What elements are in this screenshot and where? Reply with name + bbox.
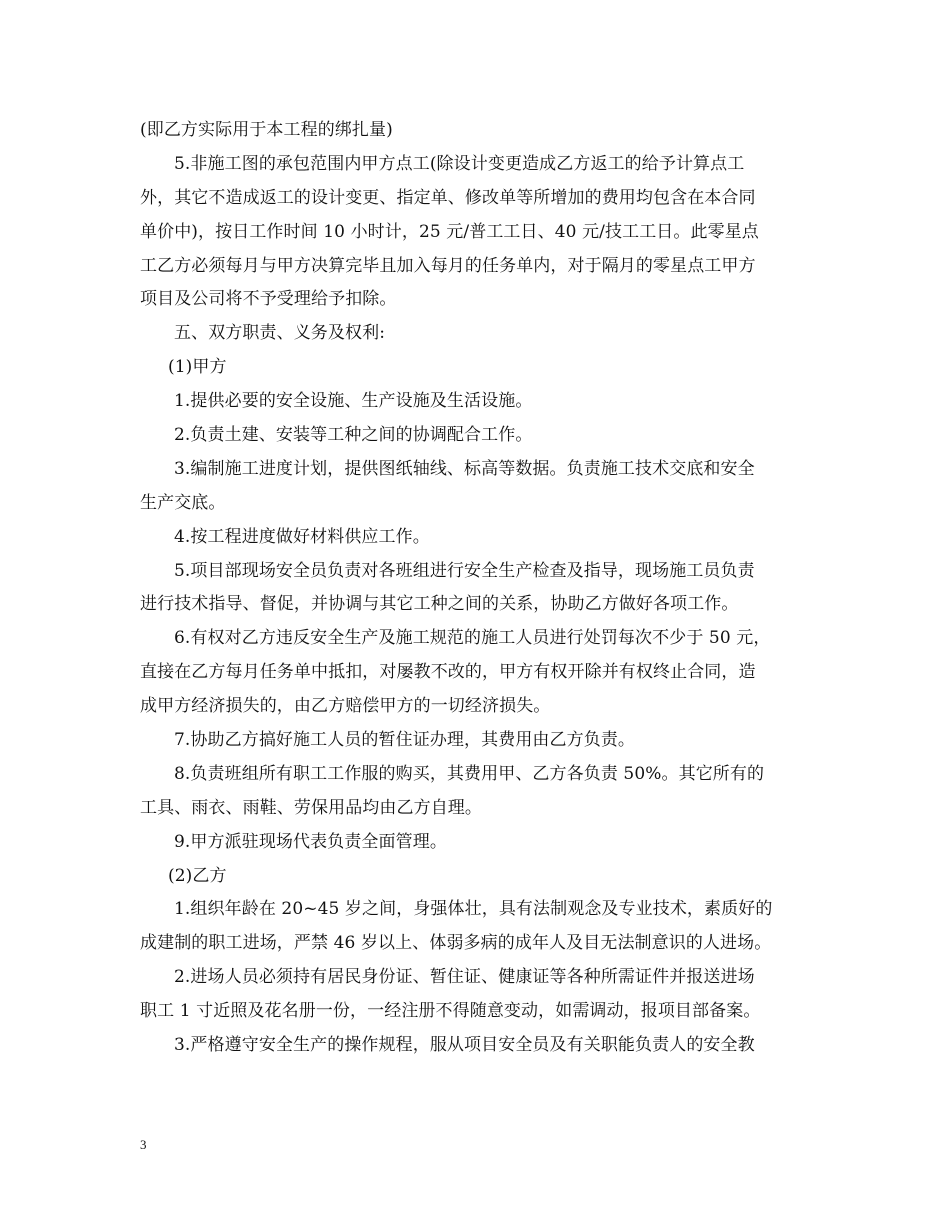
text-line: 成建制的职工进场，严禁 46 岁以上、体弱多病的成年人及目无法制意识的人进场。 (140, 933, 772, 954)
text-line: 3.编制施工进度计划，提供图纸轴线、标高等数据。负责施工技术交底和安全 (174, 458, 755, 479)
text-line: 进行技术指导、督促，并协调与其它工种之间的关系，协助乙方做好各项工作。 (140, 594, 739, 615)
document-body (140, 114, 818, 1063)
text-line: 8.负责班组所有职工工作服的购买，其费用甲、乙方各负责 50%。其它所有的 (174, 763, 765, 784)
text-line: 成甲方经济损失的，由乙方赔偿甲方的一切经济损失。 (140, 696, 551, 717)
text-line: 5.非施工图的承包范围内甲方点工(除设计变更造成乙方返工的给予计算点工 (174, 153, 745, 174)
text-line: 1.提供必要的安全设施、生产设施及生活设施。 (174, 391, 533, 412)
text-line: 工具、雨衣、雨鞋、劳保用品均由乙方自理。 (140, 797, 482, 818)
text-line: (即乙方实际用于本工程的绑扎量) (140, 120, 393, 140)
subsection-heading: (2)乙方 (168, 865, 227, 886)
text-line: 生产交底。 (140, 492, 226, 513)
subsection-heading: (1)甲方 (168, 357, 227, 378)
text-line: 直接在乙方每月任务单中抵扣，对屡教不改的，甲方有权开除并有权终止合同，造 (140, 662, 756, 683)
text-line: 7.协助乙方搞好施工人员的暂住证办理，其费用由乙方负责。 (174, 730, 636, 751)
text-line: 2.负责土建、安装等工种之间的协调配合工作。 (174, 425, 533, 446)
text-line: 职工 1 寸近照及花名册一份，一经注册不得随意变动，如需调动，报项目部备案。 (140, 1001, 761, 1022)
text-line: 6.有权对乙方违反安全生产及施工规范的施工人员进行处罚每次不少于 50 元， (174, 628, 771, 649)
text-line: 4.按工程进度做好材料供应工作。 (174, 526, 430, 547)
text-line: 工乙方必须每月与甲方决算完毕且加入每月的任务单内，对于隔月的零星点工甲方 (140, 255, 756, 276)
text-line: 2.进场人员必须持有居民身份证、暂住证、健康证等各种所需证件并报送进场 (174, 967, 755, 988)
text-line: 9.甲方派驻现场代表负责全面管理。 (174, 831, 447, 852)
section-heading: 五、双方职责、义务及权利: (174, 323, 386, 344)
text-line: 3.严格遵守安全生产的操作规程，服从项目安全员及有关职能负责人的安全教 (174, 1035, 755, 1056)
text-line: 单价中)，按日工作时间 10 小时计，25 元/普工工日、40 元/技工工日。此零星点 (140, 221, 759, 242)
page-number: 3 (140, 1137, 147, 1152)
text-line: 1.组织年龄在 20~45 岁之间，身强体壮，具有法制观念及专业技术，素质好的 (174, 899, 773, 920)
text-line: 外，其它不造成返工的设计变更、指定单、修改单等所增加的费用均包含在本合同 (140, 187, 756, 208)
text-line: 项目及公司将不予受理给予扣除。 (140, 289, 397, 310)
text-line: 5.项目部现场安全员负责对各班组进行安全生产检查及指导，现场施工员负责 (174, 560, 755, 581)
